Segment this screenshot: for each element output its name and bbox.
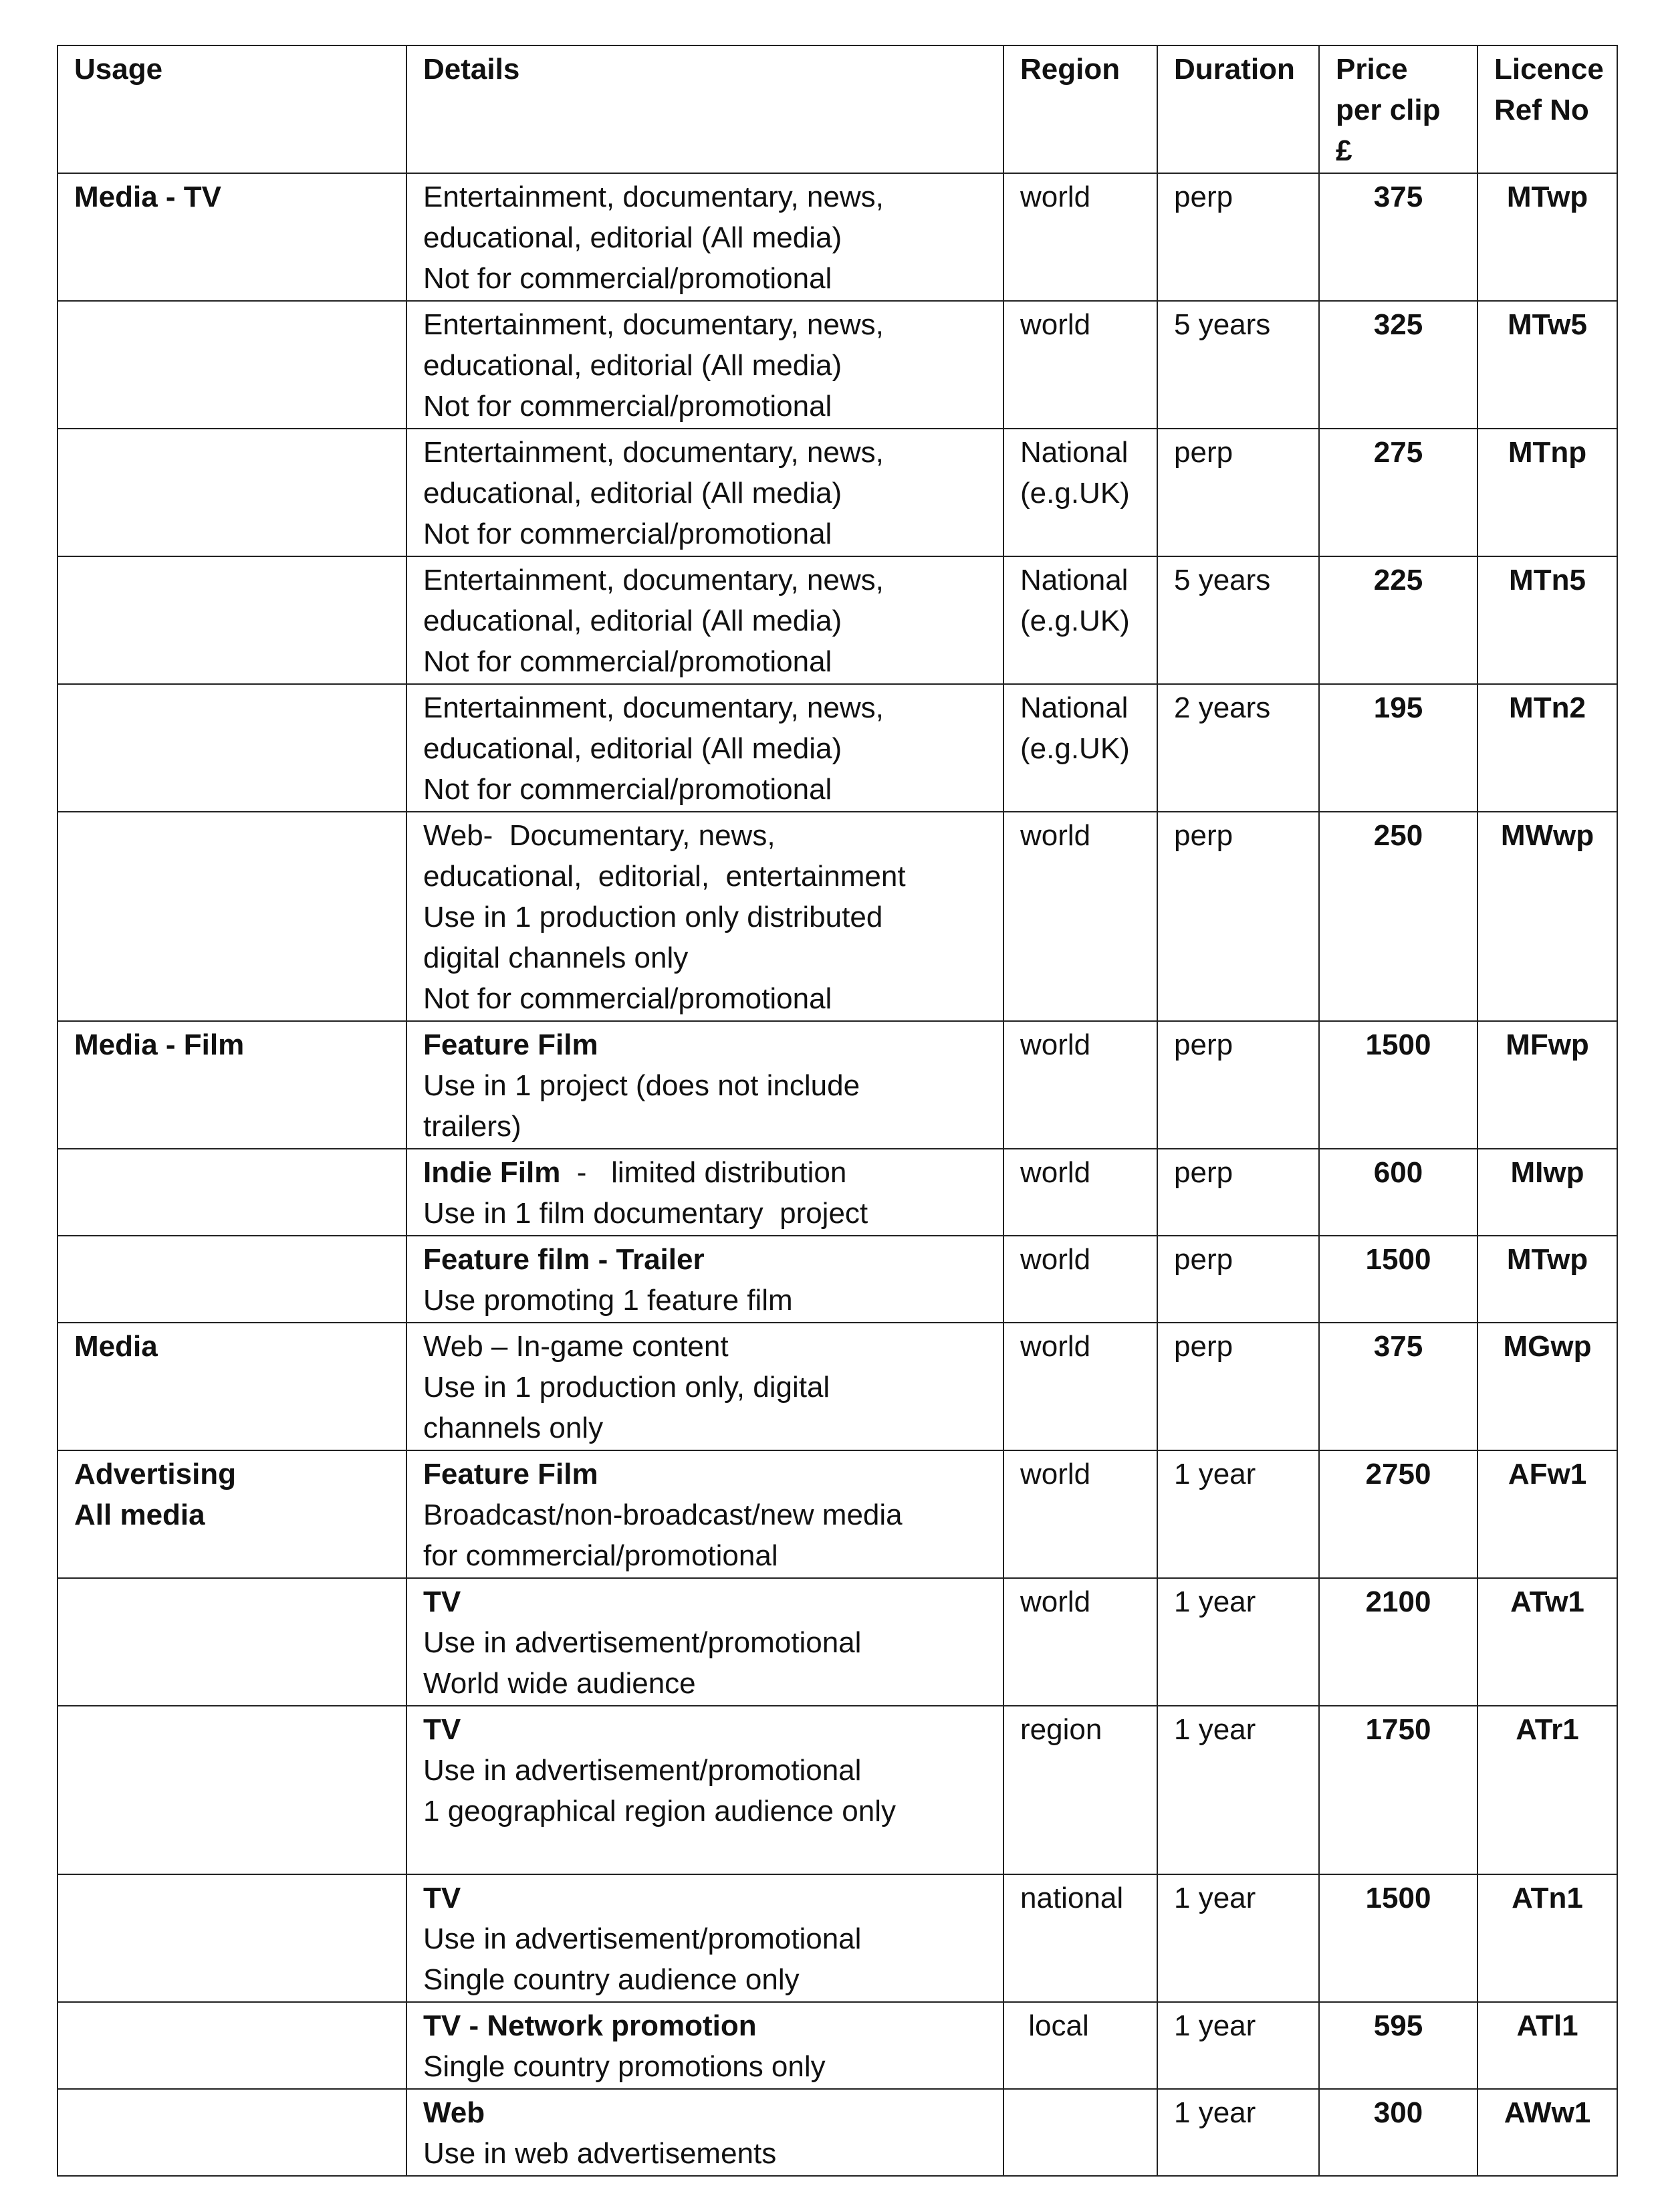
- details-cell: [406, 173, 1003, 301]
- cell-line: MTw5: [1508, 308, 1587, 341]
- cell-line: perp: [1174, 819, 1233, 852]
- table-body: [57, 173, 1617, 2176]
- usage-cell: [57, 1450, 406, 1578]
- usage-cell: [57, 1706, 406, 1874]
- cell-line: [423, 1832, 987, 1872]
- cell-line: TV: [423, 1882, 461, 1914]
- price-cell: [1319, 812, 1477, 1021]
- cell-line: (e.g.UK): [1020, 477, 1130, 510]
- usage-cell: [57, 429, 406, 556]
- cell-line: Entertainment, documentary, news,: [423, 436, 884, 469]
- details-cell: [406, 1578, 1003, 1706]
- cell-line: TV: [423, 1713, 461, 1746]
- table-row: [57, 429, 1617, 556]
- table-row: [57, 1323, 1617, 1450]
- cell-line: educational, editorial (All media): [423, 349, 842, 382]
- header-price: Price per clip £: [1319, 45, 1477, 173]
- licence-ref-cell: [1477, 2002, 1617, 2089]
- details-cell: [406, 556, 1003, 684]
- price-cell: [1319, 2089, 1477, 2176]
- licence-ref-cell: [1477, 812, 1617, 1021]
- cell-line: 325: [1373, 308, 1423, 341]
- cell-line: Feature film - Trailer: [423, 1243, 705, 1276]
- cell-line: 1 year: [1174, 1713, 1256, 1746]
- cell-line: National: [1020, 436, 1129, 469]
- cell-line: AFw1: [1508, 1458, 1587, 1490]
- cell-line: ATw1: [1510, 1585, 1584, 1618]
- cell-line: channels only: [423, 1412, 604, 1444]
- table-row: [57, 1578, 1617, 1706]
- cell-line: perp: [1174, 181, 1233, 213]
- cell-line: world: [1020, 1028, 1091, 1061]
- cell-line: MTwp: [1506, 181, 1588, 213]
- price-cell: [1319, 1149, 1477, 1236]
- price-cell: [1319, 429, 1477, 556]
- licence-ref-cell: [1477, 301, 1617, 429]
- cell-line: National: [1020, 691, 1129, 724]
- region-cell: [1003, 1236, 1157, 1323]
- cell-line: Not for commercial/promotional: [423, 645, 832, 678]
- cell-line: 5 years: [1174, 308, 1271, 341]
- cell-line: perp: [1174, 436, 1233, 469]
- duration-cell: [1157, 1450, 1319, 1578]
- table-row: [57, 684, 1617, 812]
- licence-price-table: [57, 45, 1618, 2177]
- cell-line: MTwp: [1506, 1243, 1588, 1276]
- cell-line: TV - Network promotion: [423, 2009, 757, 2042]
- region-cell: [1003, 1706, 1157, 1874]
- cell-line: 5 years: [1174, 564, 1271, 596]
- details-cell: [406, 1706, 1003, 1874]
- cell-line: Not for commercial/promotional: [423, 390, 832, 423]
- cell-line: MTnp: [1508, 436, 1587, 469]
- cell-line: Not for commercial/promotional: [423, 262, 832, 295]
- cell-line: 1500: [1365, 1028, 1431, 1061]
- details-cell: [406, 429, 1003, 556]
- usage-cell: [57, 684, 406, 812]
- table-row: [57, 173, 1617, 301]
- cell-line: Media - TV: [74, 181, 222, 213]
- cell-line: Use promoting 1 feature film: [423, 1284, 793, 1317]
- cell-line: MTn5: [1509, 564, 1586, 596]
- cell-line: MTn2: [1509, 691, 1586, 724]
- region-cell: [1003, 301, 1157, 429]
- licence-ref-cell: [1477, 556, 1617, 684]
- cell-line: digital channels only: [423, 942, 689, 974]
- details-cell: [406, 1450, 1003, 1578]
- duration-cell: [1157, 301, 1319, 429]
- region-cell: [1003, 1323, 1157, 1450]
- cell-line: Web- Documentary, news,: [423, 819, 776, 852]
- table-row: [57, 556, 1617, 684]
- price-cell: [1319, 2002, 1477, 2089]
- region-cell: [1003, 556, 1157, 684]
- cell-line: National: [1020, 564, 1129, 596]
- cell-line: world: [1020, 1585, 1091, 1618]
- cell-line: [423, 1152, 987, 1193]
- cell-line: educational, editorial (All media): [423, 221, 842, 254]
- cell-line: Media - Film: [74, 1028, 245, 1061]
- cell-line: 1500: [1365, 1882, 1431, 1914]
- cell-line: world: [1020, 1458, 1091, 1490]
- cell-line: 250: [1373, 819, 1423, 852]
- usage-cell: [57, 1021, 406, 1149]
- cell-line: 195: [1373, 691, 1423, 724]
- duration-cell: [1157, 173, 1319, 301]
- duration-cell: [1157, 2002, 1319, 2089]
- header-usage: Usage: [57, 45, 406, 173]
- cell-line: Use in advertisement/promotional: [423, 1922, 862, 1955]
- duration-cell: [1157, 556, 1319, 684]
- price-cell: [1319, 1323, 1477, 1450]
- duration-cell: [1157, 1149, 1319, 1236]
- details-cell: [406, 1236, 1003, 1323]
- cell-line: Entertainment, documentary, news,: [423, 308, 884, 341]
- cell-line: MGwp: [1503, 1330, 1592, 1363]
- cell-line: Use in 1 production only, digital: [423, 1371, 830, 1404]
- cell-line: 275: [1373, 436, 1423, 469]
- cell-line: (e.g.UK): [1020, 732, 1130, 765]
- licence-ref-cell: [1477, 173, 1617, 301]
- region-cell: [1003, 429, 1157, 556]
- duration-cell: [1157, 812, 1319, 1021]
- table-row: [57, 812, 1617, 1021]
- region-cell: [1003, 684, 1157, 812]
- cell-line: 2750: [1365, 1458, 1431, 1490]
- usage-cell: [57, 173, 406, 301]
- cell-line: 1 year: [1174, 1882, 1256, 1914]
- price-cell: [1319, 301, 1477, 429]
- cell-line: 300: [1373, 2096, 1423, 2129]
- cell-line: 2 years: [1174, 691, 1271, 724]
- licence-ref-cell: [1477, 429, 1617, 556]
- usage-cell: [57, 556, 406, 684]
- table-row: [57, 1706, 1617, 1874]
- table-row: [57, 2002, 1617, 2089]
- cell-line: Not for commercial/promotional: [423, 773, 832, 806]
- cell-line: ATn1: [1512, 1882, 1583, 1914]
- region-cell: [1003, 1578, 1157, 1706]
- price-cell: [1319, 684, 1477, 812]
- usage-cell: [57, 1578, 406, 1706]
- cell-line: world: [1020, 1156, 1091, 1189]
- cell-line: Entertainment, documentary, news,: [423, 181, 884, 213]
- cell-line: Use in 1 film documentary project: [423, 1197, 868, 1230]
- licence-ref-cell: [1477, 1578, 1617, 1706]
- cell-line: Media: [74, 1330, 158, 1363]
- price-cell: [1319, 1706, 1477, 1874]
- cell-line: Use in advertisement/promotional: [423, 1626, 862, 1659]
- header-duration: Duration: [1157, 45, 1319, 173]
- usage-cell: [57, 812, 406, 1021]
- duration-cell: [1157, 684, 1319, 812]
- cell-text-part: Indie Film: [423, 1156, 561, 1189]
- cell-line: All media: [74, 1499, 205, 1531]
- cell-line: national: [1020, 1882, 1124, 1914]
- cell-line: local: [1020, 2009, 1089, 2042]
- details-cell: [406, 2002, 1003, 2089]
- usage-cell: [57, 2089, 406, 2176]
- cell-line: Use in web advertisements: [423, 2137, 777, 2170]
- usage-cell: [57, 1149, 406, 1236]
- licence-ref-cell: [1477, 2089, 1617, 2176]
- header-licence-ref: Licence Ref No: [1477, 45, 1617, 173]
- cell-line: educational, editorial (All media): [423, 732, 842, 765]
- price-cell: [1319, 1450, 1477, 1578]
- cell-line: World wide audience: [423, 1667, 696, 1700]
- cell-line: 1 year: [1174, 1585, 1256, 1618]
- licence-ref-cell: [1477, 1874, 1617, 2002]
- cell-line: educational, editorial (All media): [423, 604, 842, 637]
- details-cell: [406, 1874, 1003, 2002]
- details-cell: [406, 2089, 1003, 2176]
- licence-ref-cell: [1477, 1450, 1617, 1578]
- header-row: [57, 45, 1617, 173]
- cell-line: Web – In-game content: [423, 1330, 729, 1363]
- cell-line: Not for commercial/promotional: [423, 518, 832, 550]
- usage-cell: [57, 1323, 406, 1450]
- cell-line: ATl1: [1516, 2009, 1578, 2042]
- cell-line: educational, editorial (All media): [423, 477, 842, 510]
- cell-line: Feature Film: [423, 1028, 598, 1061]
- table-row: [57, 1450, 1617, 1578]
- cell-line: MIwp: [1510, 1156, 1584, 1189]
- region-cell: [1003, 812, 1157, 1021]
- table-row: [57, 1874, 1617, 2002]
- cell-line: 595: [1373, 2009, 1423, 2042]
- usage-cell: [57, 301, 406, 429]
- cell-line: Use in advertisement/promotional: [423, 1754, 862, 1787]
- cell-line: 1 geographical region audience only: [423, 1795, 896, 1828]
- licence-ref-cell: [1477, 684, 1617, 812]
- duration-cell: [1157, 1578, 1319, 1706]
- cell-line: perp: [1174, 1243, 1233, 1276]
- cell-line: perp: [1174, 1156, 1233, 1189]
- cell-line: 1 year: [1174, 2009, 1256, 2042]
- header-details: Details: [406, 45, 1003, 173]
- region-cell: [1003, 1450, 1157, 1578]
- cell-line: Web: [423, 2096, 485, 2129]
- cell-line: AWw1: [1504, 2096, 1591, 2129]
- cell-line: Advertising: [74, 1458, 237, 1490]
- region-cell: [1003, 1874, 1157, 2002]
- cell-line: 1 year: [1174, 1458, 1256, 1490]
- price-cell: [1319, 1874, 1477, 2002]
- cell-line: 1 year: [1174, 2096, 1256, 2129]
- region-cell: [1003, 173, 1157, 301]
- cell-line: trailers): [423, 1110, 521, 1143]
- cell-line: Not for commercial/promotional: [423, 982, 832, 1015]
- licence-ref-cell: [1477, 1706, 1617, 1874]
- cell-line: perp: [1174, 1028, 1233, 1061]
- price-cell: [1319, 1578, 1477, 1706]
- header-region: Region: [1003, 45, 1157, 173]
- cell-line: Entertainment, documentary, news,: [423, 691, 884, 724]
- cell-line: 1500: [1365, 1243, 1431, 1276]
- price-cell: [1319, 173, 1477, 301]
- cell-text-part: - limited distribution: [560, 1156, 847, 1189]
- duration-cell: [1157, 1874, 1319, 2002]
- cell-line: 1750: [1365, 1713, 1431, 1746]
- usage-cell: [57, 2002, 406, 2089]
- cell-line: perp: [1174, 1330, 1233, 1363]
- cell-line: world: [1020, 819, 1091, 852]
- cell-line: (e.g.UK): [1020, 604, 1130, 637]
- licence-ref-cell: [1477, 1236, 1617, 1323]
- cell-line: world: [1020, 308, 1091, 341]
- duration-cell: [1157, 1706, 1319, 1874]
- details-cell: [406, 1323, 1003, 1450]
- details-cell: [406, 684, 1003, 812]
- cell-line: TV: [423, 1585, 461, 1618]
- cell-line: MFwp: [1506, 1028, 1589, 1061]
- cell-line: ATr1: [1516, 1713, 1579, 1746]
- cell-line: Single country promotions only: [423, 2050, 826, 2083]
- licence-ref-cell: [1477, 1323, 1617, 1450]
- details-cell: [406, 1149, 1003, 1236]
- details-cell: [406, 812, 1003, 1021]
- usage-cell: [57, 1236, 406, 1323]
- region-cell: [1003, 1021, 1157, 1149]
- licence-ref-cell: [1477, 1149, 1617, 1236]
- cell-line: 375: [1373, 181, 1423, 213]
- details-cell: [406, 1021, 1003, 1149]
- table-row: [57, 301, 1617, 429]
- region-cell: [1003, 1149, 1157, 1236]
- cell-line: Broadcast/non-broadcast/new media: [423, 1499, 903, 1531]
- price-cell: [1319, 556, 1477, 684]
- cell-line: MWwp: [1500, 819, 1594, 852]
- table-row: [57, 1236, 1617, 1323]
- cell-line: 375: [1373, 1330, 1423, 1363]
- cell-line: Entertainment, documentary, news,: [423, 564, 884, 596]
- cell-line: region: [1020, 1713, 1102, 1746]
- cell-line: world: [1020, 1330, 1091, 1363]
- cell-line: world: [1020, 181, 1091, 213]
- table-row: [57, 1149, 1617, 1236]
- usage-cell: [57, 1874, 406, 2002]
- cell-line: for commercial/promotional: [423, 1539, 778, 1572]
- cell-line: 225: [1373, 564, 1423, 596]
- duration-cell: [1157, 1236, 1319, 1323]
- table-row: [57, 2089, 1617, 2176]
- region-cell: [1003, 2089, 1157, 2176]
- details-cell: [406, 301, 1003, 429]
- duration-cell: [1157, 2089, 1319, 2176]
- region-cell: [1003, 2002, 1157, 2089]
- cell-line: educational, editorial, entertainment: [423, 860, 906, 893]
- cell-line: 2100: [1365, 1585, 1431, 1618]
- table-row: [57, 1021, 1617, 1149]
- duration-cell: [1157, 1021, 1319, 1149]
- price-cell: [1319, 1021, 1477, 1149]
- cell-line: Single country audience only: [423, 1963, 800, 1996]
- duration-cell: [1157, 1323, 1319, 1450]
- cell-line: Feature Film: [423, 1458, 598, 1490]
- cell-line: 600: [1373, 1156, 1423, 1189]
- cell-line: Use in 1 project (does not include: [423, 1069, 860, 1102]
- cell-line: world: [1020, 1243, 1091, 1276]
- cell-line: Use in 1 production only distributed: [423, 901, 883, 933]
- price-cell: [1319, 1236, 1477, 1323]
- duration-cell: [1157, 429, 1319, 556]
- licence-ref-cell: [1477, 1021, 1617, 1149]
